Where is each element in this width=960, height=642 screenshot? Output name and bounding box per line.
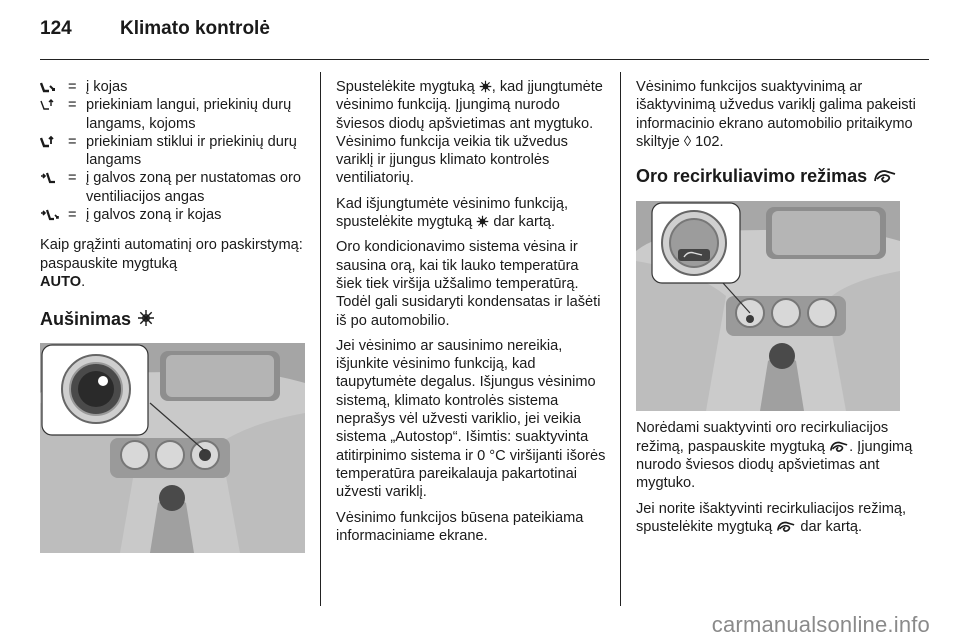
snowflake-icon bbox=[476, 214, 489, 230]
text: Kad išjungtumėte vėsinimo funkciją, spustelėkite mygtuką bbox=[336, 195, 568, 231]
head-vent-airflow-icon bbox=[40, 169, 68, 187]
recirculation-icon bbox=[829, 439, 849, 455]
mode-eq: = bbox=[68, 133, 77, 150]
text: . Įjungimą nurodo šviesos diodų apšvietimas ant mygtuko. bbox=[636, 438, 913, 492]
page-header bbox=[40, 14, 930, 58]
column-divider-1 bbox=[320, 72, 321, 606]
auto-keyword: AUTO bbox=[40, 273, 82, 290]
ac-paragraph: Oro kondicionavimo sistema vėsina ir sausina orą, kai tik lauko temperatūra šiek tiek viršija užšalimo temperatūrą. Todėl gali susidaryti kondensatas ir lašėti iš po automobilio. bbox=[336, 239, 601, 329]
text: Spustelėkite mygtuką bbox=[336, 79, 475, 95]
status-paragraph: Vėsinimo funkcijos būsena pateikiama informaciniame ekrane. bbox=[336, 509, 584, 544]
text: dar kartą. bbox=[796, 518, 863, 535]
cooling-deactivate-paragraph bbox=[336, 195, 606, 232]
feet-airflow-icon bbox=[40, 78, 68, 96]
recirculation-heading bbox=[636, 167, 930, 185]
recirculation-button-photo bbox=[636, 201, 900, 411]
mode-row-windshield-feet bbox=[40, 96, 305, 133]
recirculation-icon bbox=[873, 167, 897, 185]
windshield-feet-airflow-icon bbox=[40, 133, 68, 151]
watermark: carmanualsonline.info bbox=[711, 612, 930, 637]
mode-row-head-vent bbox=[40, 169, 305, 206]
mode-text: į galvos zoną per nustatomas oro ventiliacijos angas bbox=[86, 170, 301, 205]
cooling-heading bbox=[40, 309, 305, 328]
column-3 bbox=[636, 78, 930, 543]
page-number: 124 bbox=[40, 18, 72, 39]
mode-text: į kojas bbox=[86, 79, 128, 95]
mode-text: į galvos zoną ir kojas bbox=[86, 207, 222, 224]
auto-period: . bbox=[81, 273, 86, 290]
snowflake-icon bbox=[137, 309, 155, 328]
mode-row-head-feet bbox=[40, 206, 305, 224]
head-feet-airflow-icon bbox=[40, 206, 68, 224]
recirculation-title: Oro recirkuliavimo režimas bbox=[636, 166, 868, 187]
mode-row-windshield bbox=[40, 133, 305, 170]
mode-text: priekiniam langui, priekinių durų langams, kojoms bbox=[86, 97, 292, 132]
column-divider-2 bbox=[620, 72, 621, 606]
cooling-activate-paragraph bbox=[336, 78, 606, 188]
mode-eq: = bbox=[68, 79, 77, 95]
page-reference: 102. bbox=[691, 133, 724, 150]
mode-row-feet bbox=[40, 78, 305, 96]
cooling-button-photo bbox=[40, 343, 305, 553]
cooling-title: Aušinimas bbox=[40, 308, 132, 329]
fuel-saving-paragraph: Jei vėsinimo ar sausinimo nereikia, išjunkite vėsinimo funkciją, kad taupytumėte degalus. Išjungus vėsinimo sistemą, klimato kontrolės sistema neprašys vėl užvesti variklio, jei veikia sistema „Autostop“. Išimtis: suaktyvinta atitirpinimo sistema ir 0 °C viršijanti išorės temperatūra pareikalauja pakartotinai užvesti variklį. bbox=[336, 337, 606, 501]
auto-paragraph bbox=[40, 236, 305, 291]
windshield-doorwindow-airflow-icon bbox=[40, 96, 68, 114]
text: Jei norite išaktyvinti recirkuliacijos režimą, spustelėkite mygtuką bbox=[636, 500, 907, 535]
text: dar kartą. bbox=[489, 214, 556, 231]
recirc-activate-paragraph bbox=[636, 419, 930, 492]
recirculation-icon bbox=[776, 519, 796, 535]
text: Vėsinimo funkcijos suaktyvinimą ar išaktyvinimą užvedus variklį galima pakeisti informacinio ekrano automobilio pritaikymo skiltyje bbox=[636, 79, 916, 150]
page-title: Klimato kontrolė bbox=[120, 18, 270, 39]
column-1 bbox=[40, 78, 305, 553]
personalization-paragraph bbox=[636, 78, 930, 151]
mode-eq: = bbox=[68, 97, 77, 114]
text: Norėdami suaktyvinti oro recirkuliacijos režimą, paspauskite mygtuką bbox=[636, 420, 889, 455]
text: , kad įjungtumėte vėsinimo funkciją. Įjungimą nurodo šviesos diodų apšvietimas ant mygtuko. Vėsinimo funkcija veikia tik užvedus variklį ir įjungus klimato kontrolės ventiliatorių. bbox=[336, 79, 603, 187]
mode-eq: = bbox=[68, 170, 77, 187]
column-2 bbox=[336, 78, 606, 552]
reference-arrow: ◊ bbox=[683, 133, 692, 150]
snowflake-icon bbox=[479, 79, 492, 95]
mode-eq: = bbox=[68, 207, 77, 224]
header-divider bbox=[40, 59, 929, 60]
auto-text: Kaip grąžinti automatinį oro paskirstymą: paspauskite mygtuką bbox=[40, 237, 303, 272]
recirc-deactivate-paragraph bbox=[636, 500, 930, 537]
mode-text: priekiniam stiklui ir priekinių durų langams bbox=[86, 133, 297, 169]
